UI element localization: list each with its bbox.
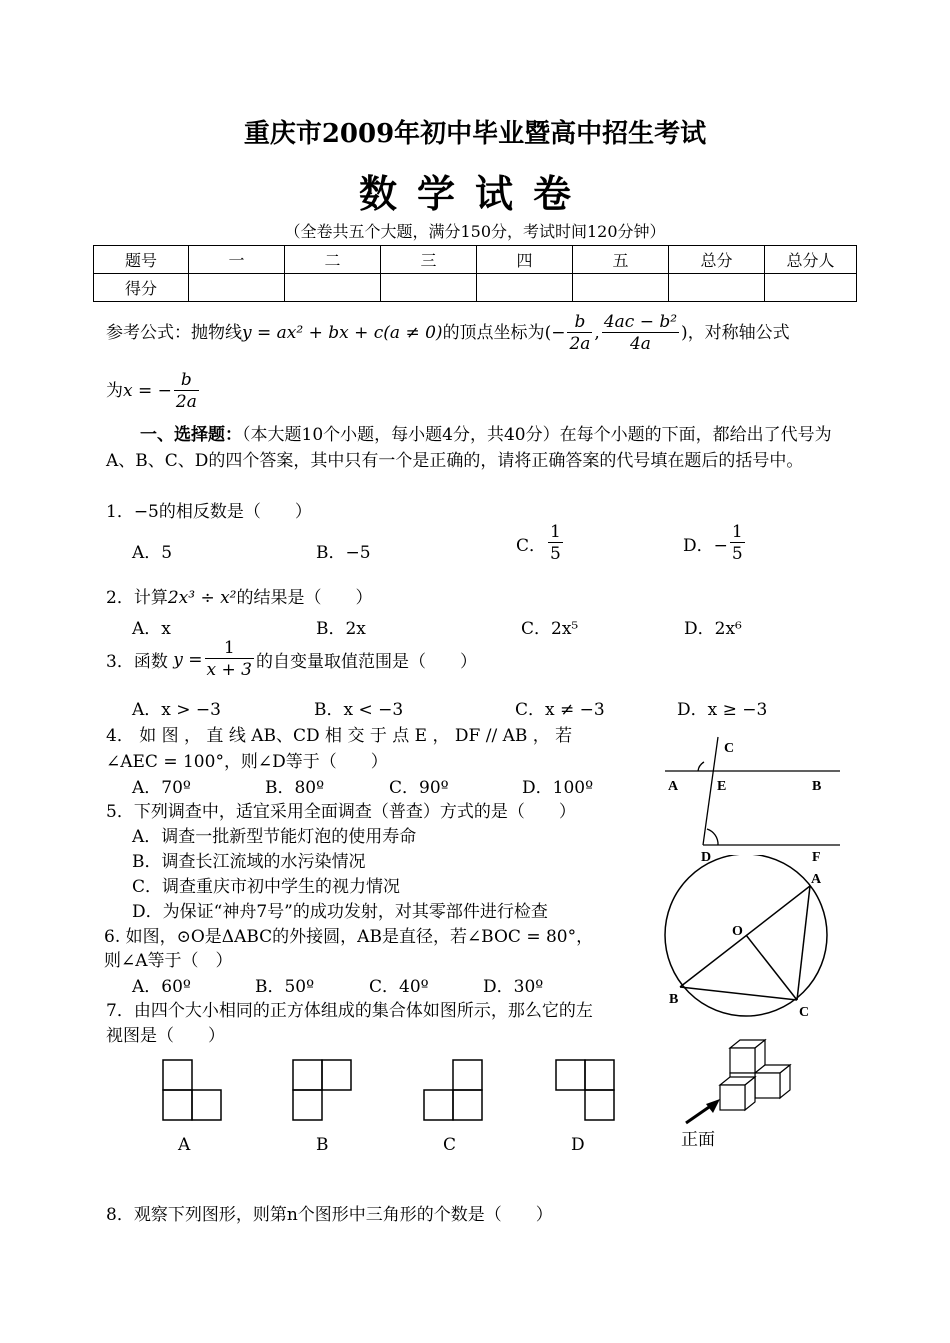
score-input-cell: [669, 274, 765, 302]
point-label-c: C: [724, 741, 735, 756]
q3-stem: [106, 638, 477, 681]
point-label-a: A: [668, 779, 679, 794]
formula-text: 为: [106, 381, 123, 401]
section1-text: （本大题10个小题，每小题4分，共40分）在每个小题的下面，都给出了代号为A、B、C、D的四个答案，其中只有一个是正确的，请将正确答案的代号填在题后的括号中。: [106, 425, 832, 471]
q7-label-c: C: [443, 1135, 457, 1155]
fraction-denominator: 4a: [629, 334, 651, 354]
q1-option-a: A．5: [132, 543, 173, 563]
q4-figure: [660, 730, 840, 870]
fraction-numerator: 1: [205, 638, 254, 659]
reference-formula-line1: 参考公式：抛物线y = ax² + bx + c(a ≠ 0)的顶点坐标为(− $\frac{b}{2a}$ , $\frac{\text{4ac − b²}}{4a}$ )，对称轴公式: [106, 312, 790, 354]
q2-stem: [106, 583, 373, 608]
chord-bc: [680, 987, 797, 1000]
q2-option-d: D．2x⁶: [684, 619, 742, 639]
chord-ac: [797, 886, 810, 1000]
cube-face: [730, 1048, 755, 1073]
q2-stem-text: 的结果是（ ）: [236, 588, 373, 608]
q5-option-c: C．调查重庆市初中学生的视力情况: [132, 877, 401, 897]
q6-option-d: D．30º: [483, 977, 544, 997]
table-cell: 一: [189, 246, 285, 274]
diameter-ab: [680, 886, 810, 987]
q6-option-b: B．50º: [255, 977, 315, 997]
score-input-cell: [285, 274, 381, 302]
section1-heading: 一、选择题：: [140, 425, 242, 445]
table-cell: 总分: [669, 246, 765, 274]
q5-stem: 5．下列调查中，适宜采用全面调查（普查）方式的是（ ）: [106, 802, 576, 822]
q7-view-a: [163, 1060, 221, 1120]
q8-stem: 8．观察下列图形，则第n个图形中三角形的个数是（ ）: [106, 1205, 553, 1225]
score-input-cell: [477, 274, 573, 302]
q6-figure: [660, 855, 840, 1030]
q2-expression: 2x³ ÷ x²: [167, 588, 237, 608]
cube-face: [755, 1073, 780, 1098]
q7-label-d: D: [571, 1135, 585, 1155]
point-label-b: B: [669, 992, 679, 1007]
option-letter: D．−: [683, 536, 728, 556]
table-cell: 题号: [94, 246, 189, 274]
q7-option-views: [155, 1055, 635, 1160]
q4-option-d: D．100º: [522, 778, 594, 798]
fraction-denominator: 5: [550, 544, 561, 564]
cube-face: [720, 1085, 745, 1110]
q3-option-b: B．x < −3: [314, 700, 404, 720]
q4-stem-line1: 4． 如 图 ， 直 线 AB、CD 相 交 于 点 E ， DF // AB ， 若: [106, 726, 573, 746]
q2-option-c: C．2x⁵: [521, 619, 579, 639]
axis-fraction: [174, 370, 199, 413]
fraction-denominator: x + 3: [206, 660, 252, 680]
point-label-f: F: [812, 850, 821, 865]
q7-front-label: 正面: [681, 1130, 715, 1150]
q6-stem-line2: 则∠A等于（ ）: [104, 951, 233, 971]
score-input-cell: [573, 274, 669, 302]
score-table-score-row: [94, 274, 857, 302]
formula-text: ): [681, 323, 688, 343]
score-input-cell: [765, 274, 857, 302]
q4-option-b: B．80º: [265, 778, 325, 798]
line-cd: [703, 737, 718, 845]
formula-text: ，对称轴公式: [687, 323, 790, 343]
score-table-header-row: [94, 246, 857, 274]
q3-stem-text: 的自变量取值范围是（ ）: [255, 652, 477, 672]
q7-view-d: [556, 1060, 614, 1120]
q2-option-b: B．2x: [316, 619, 366, 639]
table-cell: 总分人: [765, 246, 857, 274]
q6-option-a: A．60º: [132, 977, 191, 997]
q6-stem-line1: 6. 如图，⊙O是ΔABC的外接圆，AB是直径，若∠BOC = 80°，: [104, 927, 594, 947]
formula-text: (−: [544, 323, 566, 343]
section1-instructions: [106, 422, 846, 474]
reference-formula-line2: [106, 370, 201, 413]
fraction-numerator: 1: [731, 522, 743, 542]
subject-title: 数学试卷: [358, 171, 591, 216]
formula-text: 参考公式：抛物线: [106, 323, 242, 343]
q1-option-d: [683, 522, 747, 565]
q5-option-b: B．调查长江流域的水污染情况: [132, 852, 366, 872]
point-label-o: O: [732, 924, 743, 939]
q7-label-a: A: [178, 1135, 191, 1155]
angle-arc: [707, 829, 718, 845]
q5-option-d: D．为保证“神舟7号”的成功发射，对其零部件进行检查: [132, 902, 548, 922]
table-cell: 得分: [94, 274, 189, 302]
formula-eq: y = ax² + bx + c(a ≠ 0): [242, 323, 443, 343]
radius-oc: [746, 935, 797, 1000]
fraction-denominator: 2a: [175, 392, 197, 412]
exam-note: （全卷共五个大题，满分150分，考试时间120分钟）: [284, 222, 666, 241]
q3-option-a: A．x > −3: [132, 700, 221, 720]
q2-stem-text: 2．计算: [106, 588, 168, 608]
vertex-y-fraction: [602, 312, 679, 355]
fraction-numerator: 1: [550, 522, 561, 542]
vertex-x-fraction: [567, 312, 592, 355]
q3-option-c: C．x ≠ −3: [515, 700, 605, 720]
point-label-e: E: [717, 779, 727, 794]
q1-c-fraction: [548, 522, 563, 565]
point-label-b: B: [812, 779, 822, 794]
fraction-numerator: 4ac − b²: [603, 312, 678, 332]
option-letter: C．: [516, 536, 547, 556]
q5-option-a: A．调查一批新型节能灯泡的使用寿命: [132, 827, 417, 847]
exam-title: 重庆市2009年初中毕业暨高中招生考试: [243, 119, 707, 149]
score-input-cell: [189, 274, 285, 302]
q3-lhs: y =: [173, 649, 203, 670]
score-input-cell: [381, 274, 477, 302]
formula-text: 的顶点坐标为: [442, 323, 545, 343]
q3-option-d: D．x ≥ −3: [677, 700, 768, 720]
q1-d-fraction: [730, 522, 745, 565]
q7-view-b: [293, 1060, 351, 1120]
table-cell: 二: [285, 246, 381, 274]
score-table: [93, 245, 857, 302]
fraction-denominator: 2a: [569, 334, 591, 354]
q4-stem-line2: ∠AEC = 100°，则∠D等于（ ）: [106, 752, 388, 772]
q6-option-c: C．40º: [369, 977, 429, 997]
q7-view-c: [424, 1060, 482, 1120]
q2-option-a: A．x: [132, 619, 171, 639]
q3-stem-text: 3．函数: [106, 652, 168, 672]
front-arrow-icon: [686, 1099, 720, 1123]
table-cell: 三: [381, 246, 477, 274]
fraction-numerator: b: [567, 312, 592, 333]
q7-stem-line1: 7．由四个大小相同的正方体组成的集合体如图所示，那么它的左: [106, 1001, 593, 1021]
q1-stem: 1．−5的相反数是（ ）: [106, 502, 312, 522]
q7-label-b: B: [316, 1135, 329, 1155]
formula-eq: x = −: [123, 381, 172, 401]
fraction-numerator: b: [174, 370, 199, 391]
q3-fraction: [205, 638, 254, 681]
point-label-c: C: [799, 1005, 810, 1020]
fraction-denominator: 5: [731, 544, 743, 564]
point-label-a: A: [811, 872, 822, 887]
q4-option-c: C．90º: [389, 778, 449, 798]
table-cell: 五: [573, 246, 669, 274]
table-cell: 四: [477, 246, 573, 274]
q7-stem-line2: 视图是（ ）: [106, 1026, 225, 1046]
q1-option-c: [516, 522, 565, 565]
q4-option-a: A．70º: [132, 778, 191, 798]
point-label-d: D: [701, 850, 712, 865]
q1-option-b: B．−5: [316, 543, 371, 563]
angle-arc: [698, 762, 704, 771]
